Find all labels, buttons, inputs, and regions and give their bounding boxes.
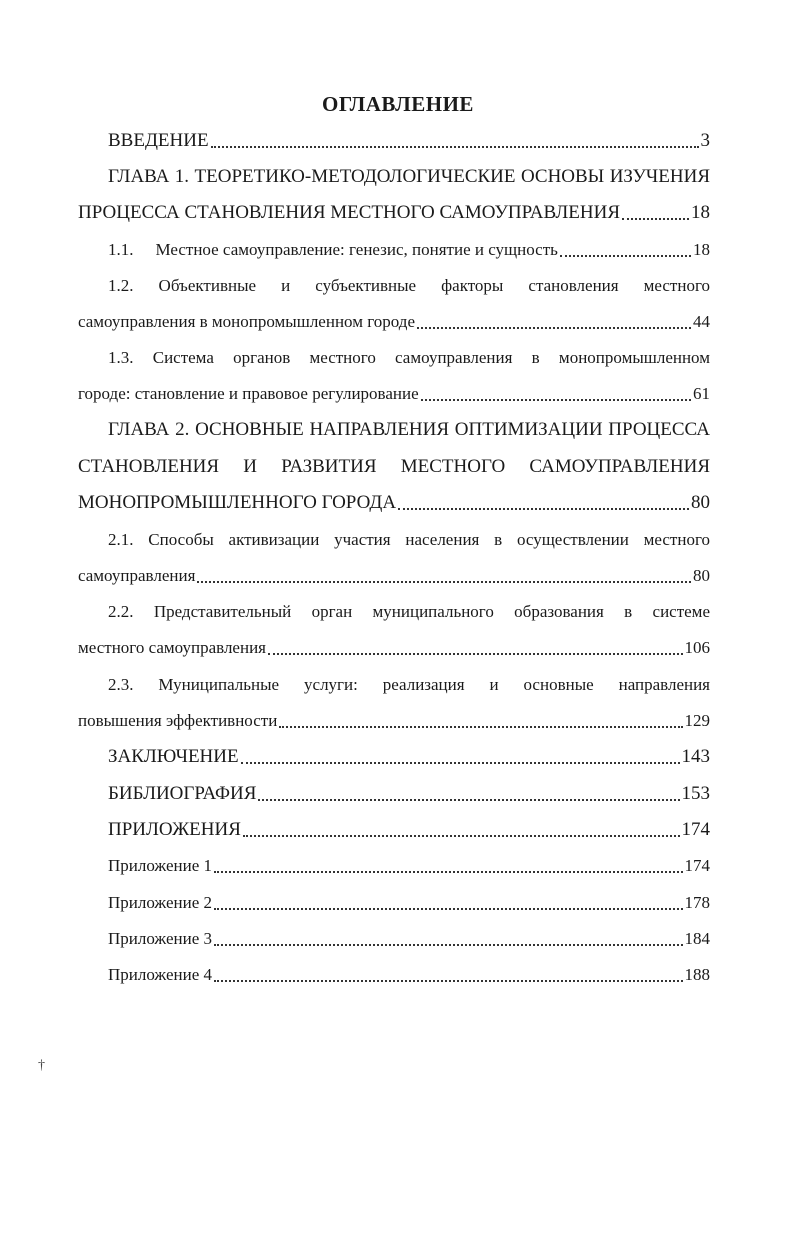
toc-entry-label: Местное самоуправление: генезис, понятие и сущность: [155, 240, 558, 259]
toc-section-number: 1.1.: [108, 240, 134, 259]
toc-entry-label: самоуправления в монопромышленном городе: [78, 312, 415, 331]
toc-entry-bibliography[interactable]: [108, 781, 710, 807]
toc-chapter-2-line2[interactable]: [78, 454, 710, 480]
toc-section-2-3-line1[interactable]: [108, 672, 710, 698]
toc-entry-label: ЗАКЛЮЧЕНИЕ: [108, 746, 239, 767]
toc-page-number: 174: [684, 856, 710, 875]
margin-mark: †: [38, 1058, 45, 1073]
dot-leader: [622, 217, 689, 220]
toc-section-2-1-line2[interactable]: [78, 563, 710, 589]
toc-entry-label: 2.2. Представительный орган муниципального образования в системе: [108, 602, 710, 621]
dot-leader: [243, 834, 680, 837]
dot-leader: [398, 507, 689, 510]
toc-page-number: 18: [693, 240, 710, 259]
toc-page-number: 44: [693, 312, 710, 331]
toc-entry-conclusion[interactable]: [108, 744, 710, 770]
dot-leader: [258, 798, 679, 801]
dot-leader: [214, 943, 683, 946]
toc-entry-label: ПРИЛОЖЕНИЯ: [108, 819, 241, 840]
toc-entry-label: Приложение 3: [108, 929, 212, 948]
toc-entry-label: Приложение 2: [108, 893, 212, 912]
toc-entry-label: 2.1. Способы активизации участия населения в осуществлении местного: [108, 530, 710, 549]
toc-entry-appendix-3[interactable]: [108, 926, 710, 952]
toc-entry-introduction[interactable]: [108, 128, 710, 154]
toc-section-1-2-line1[interactable]: [108, 273, 710, 299]
toc-page-number: 184: [684, 929, 710, 948]
toc-entry-label: 1.3. Система органов местного самоуправления в монопромышленном: [108, 348, 710, 367]
toc-entry-label: ГЛАВА 2. ОСНОВНЫЕ НАПРАВЛЕНИЯ ОПТИМИЗАЦИИ ПРОЦЕССА: [108, 419, 710, 440]
toc-chapter-2-line1[interactable]: [108, 417, 710, 443]
dot-leader: [417, 326, 691, 329]
dot-leader: [268, 652, 683, 655]
toc-chapter-1-line2[interactable]: [78, 200, 710, 226]
dot-leader: [214, 907, 683, 910]
toc-page-number: 80: [691, 492, 710, 513]
toc-section-2-2-line2[interactable]: [78, 635, 710, 661]
toc-chapter-1-line1[interactable]: [108, 164, 710, 190]
dot-leader: [211, 145, 699, 148]
toc-page-number: 106: [684, 638, 710, 657]
toc-entry-label: СТАНОВЛЕНИЯ И РАЗВИТИЯ МЕСТНОГО САМОУПРАВЛЕНИЯ: [78, 456, 710, 477]
toc-entry-label: ГЛАВА 1. ТЕОРЕТИКО-МЕТОДОЛОГИЧЕСКИЕ ОСНОВЫ ИЗУЧЕНИЯ: [108, 166, 710, 187]
toc-entry-label: ВВЕДЕНИЕ: [108, 130, 209, 151]
toc-page-number: 61: [693, 384, 710, 403]
toc-section-2-1-line1[interactable]: [108, 527, 710, 553]
dot-leader: [214, 870, 683, 873]
toc-page-number: 18: [691, 202, 710, 223]
toc-section-1-3-line2[interactable]: [78, 381, 710, 407]
toc-entry-label: повышения эффективности: [78, 711, 278, 730]
toc-entry-label: местного самоуправления: [78, 638, 266, 657]
toc-entry-label: 2.3. Муниципальные услуги: реализация и основные направления: [108, 675, 710, 694]
toc-section-1-1[interactable]: [108, 237, 710, 263]
dot-leader: [560, 254, 691, 257]
toc-entry-label: 1.2. Объективные и субъективные факторы становления местного: [108, 276, 710, 295]
toc-entry-label: самоуправления: [78, 566, 196, 585]
toc-entry-label: МОНОПРОМЫШЛЕННОГО ГОРОДА: [78, 492, 397, 513]
toc-entry-label: БИБЛИОГРАФИЯ: [108, 783, 257, 804]
toc-entry-label: городе: становление и правовое регулирование: [78, 384, 419, 403]
toc-entry-label: Приложение 4: [108, 965, 212, 984]
toc-entry-label: Приложение 1: [108, 856, 212, 875]
dot-leader: [421, 398, 691, 401]
toc-section-2-2-line1[interactable]: [108, 599, 710, 625]
toc-page-number: 3: [700, 130, 710, 151]
dot-leader: [214, 979, 683, 982]
dot-leader: [279, 725, 682, 728]
toc-entry-appendix-4[interactable]: [108, 962, 710, 988]
toc-page-number: 178: [684, 893, 710, 912]
toc-page-number: 188: [684, 965, 710, 984]
toc-entry-appendices[interactable]: [108, 817, 710, 843]
toc-entry-appendix-2[interactable]: [108, 890, 710, 916]
page-title: ОГЛАВЛЕНИЕ: [322, 92, 474, 116]
toc-entry-appendix-1[interactable]: [108, 853, 710, 879]
toc-section-2-3-line2[interactable]: [78, 708, 710, 734]
toc-section-1-2-line2[interactable]: [78, 309, 710, 335]
toc-page-number: 80: [693, 566, 710, 585]
dot-leader: [197, 580, 691, 583]
toc-page-number: 129: [684, 711, 710, 730]
toc-page-number: 153: [681, 783, 710, 804]
toc-section-1-3-line1[interactable]: [108, 345, 710, 371]
toc-entry-label: ПРОЦЕССА СТАНОВЛЕНИЯ МЕСТНОГО САМОУПРАВЛЕНИЯ: [78, 202, 621, 223]
toc-page-number: 143: [681, 746, 710, 767]
dot-leader: [241, 761, 680, 764]
toc-chapter-2-line3[interactable]: [78, 490, 710, 516]
toc-page-number: 174: [681, 819, 710, 840]
